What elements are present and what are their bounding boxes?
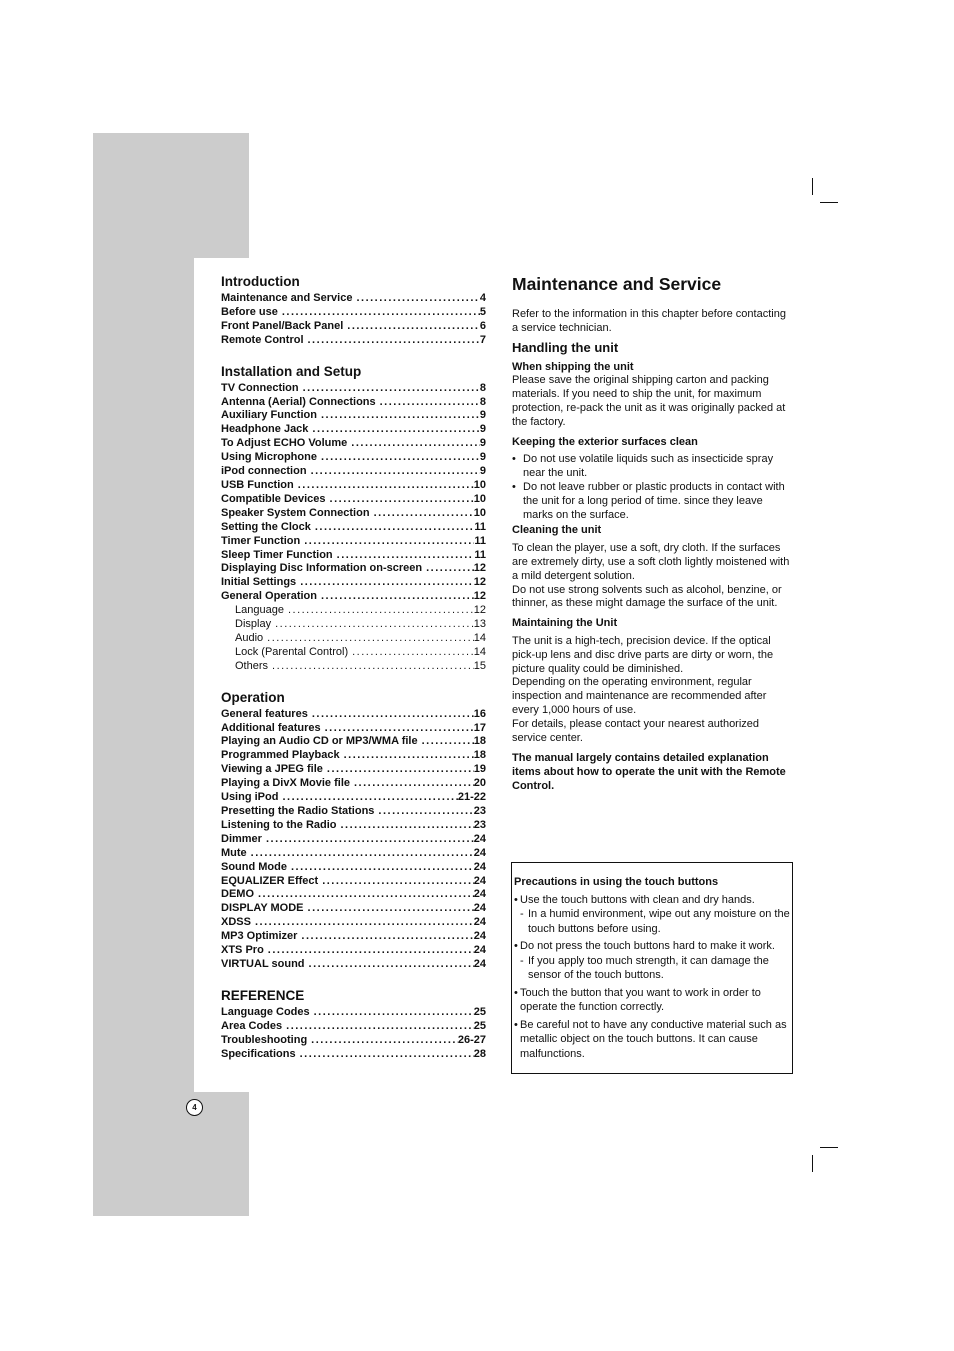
toc-heading: Introduction [221,274,300,289]
toc-section [221,690,486,972]
toc-entry-title: DEMO [221,888,254,901]
toc-entry[interactable] [221,618,486,632]
toc-entry-page: 14 [473,645,486,658]
toc-entry[interactable] [221,958,486,972]
table-of-contents [221,274,486,1078]
toc-entry[interactable] [221,334,486,348]
toc-entry[interactable] [221,708,486,722]
toc-leader-dots [352,292,479,306]
toc-leader-dots [264,944,474,958]
toc-leader-dots [300,535,474,549]
toc-entry-page: 5 [479,305,486,318]
toc-entry-page: 8 [479,395,486,408]
section-title: Maintenance and Service [512,274,722,294]
toc-entry-page: 18 [473,749,486,762]
margin-band-top [93,133,249,258]
toc-entry-page: 24 [473,902,486,915]
toc-entry-page: 21-22 [457,791,486,804]
toc-heading: Operation [221,689,285,705]
toc-entry[interactable] [221,549,486,563]
toc-entry-title: DISPLAY MODE [221,902,304,915]
toc-entry-title: Antenna (Aerial) Connections [221,395,376,408]
toc-entry-title: XDSS [221,916,251,929]
toc-leader-dots [350,777,474,791]
toc-leader-dots [251,916,474,930]
toc-entry-title: Playing a DivX Movie file [221,777,350,790]
precautions-box [511,862,793,1074]
toc-entry-page: 9 [479,437,486,450]
toc-entry-page: 11 [474,548,486,561]
toc-entry-title: To Adjust ECHO Volume [221,437,348,450]
toc-entry[interactable] [221,320,486,334]
toc-entry[interactable] [221,1048,486,1062]
shipping-heading: When shipping the unit [512,360,634,373]
toc-entry-title: Programmed Playback [221,749,340,762]
toc-leader-dots [254,888,474,902]
toc-entry-title: Audio [235,631,264,644]
list-item: • Do not press the touch buttons hard to make it work. [514,940,775,952]
toc-entry-page: 24 [473,930,486,943]
toc-entry[interactable] [221,292,486,306]
toc-entry[interactable] [221,535,486,549]
toc-leader-dots [326,493,474,507]
toc-entry-title: Language [235,604,284,617]
toc-entry-page: 12 [473,590,486,603]
toc-entry-page: 23 [473,805,486,817]
toc-leader-dots [310,1006,474,1020]
toc-entry[interactable] [221,507,486,521]
toc-entry[interactable] [221,1006,486,1020]
toc-heading: Installation and Setup [221,363,362,379]
toc-entry-page: 25 [473,1005,486,1018]
crop-mark-bottom-horizontal [820,1147,838,1148]
toc-entry-title: Dimmer [221,832,262,845]
toc-leader-dots [268,660,474,674]
toc-entry-title: Auxiliary Function [221,409,317,422]
toc-entry-page: 24 [473,832,486,845]
toc-entry-title: Viewing a JPEG file [221,763,323,776]
toc-leader-dots [317,409,480,423]
toc-entry-page: 25 [473,1019,486,1032]
toc-entry[interactable] [221,493,486,507]
toc-section [221,364,486,674]
toc-entry-title: USB Function [221,478,294,491]
toc-leader-dots [348,646,474,660]
toc-leader-dots [311,521,475,535]
toc-leader-dots [321,722,474,736]
list-item: • Do not use volatile liquids such as insecticide spray near the unit. [512,453,774,480]
toc-entry-page: 24 [473,916,486,929]
toc-entry[interactable] [221,382,486,396]
toc-entry[interactable] [221,805,486,819]
toc-entry[interactable] [221,847,486,861]
toc-leader-dots [278,306,480,320]
maintaining-heading: Maintaining the Unit [512,617,618,630]
toc-leader-dots [307,1034,458,1048]
toc-entry[interactable] [221,437,486,451]
toc-entry-page: 24 [473,860,486,873]
toc-entry[interactable] [221,791,486,805]
toc-leader-dots [284,604,474,618]
handling-heading: Handling the unit [512,339,619,355]
page-number: 4 [186,1099,203,1116]
toc-entry-title: VIRTUAL sound [221,957,305,970]
toc-entry-title: Mute [221,846,247,859]
toc-entry-page: 9 [479,451,486,464]
toc-leader-dots [304,334,480,348]
toc-entry[interactable] [221,944,486,958]
toc-entry[interactable] [221,576,486,590]
toc-entry[interactable] [221,451,486,465]
maintaining-text-2: Depending on the operating environment, regular inspection and maintenance are recommended after every 1,000 hours of use. [512,676,767,716]
precautions-title: Precautions in using the touch buttons [514,876,719,888]
toc-entry-title: Specifications [221,1047,296,1060]
toc-entry[interactable] [221,763,486,777]
toc-entry-page: 10 [473,506,486,519]
toc-entry[interactable] [221,590,486,604]
crop-mark-top-vertical [812,178,813,195]
toc-entry-page: 24 [473,874,486,887]
toc-entry-page: 14 [473,631,486,644]
toc-leader-dots [323,763,474,777]
toc-entry-title: MP3 Optimizer [221,930,298,943]
toc-entry-page: 24 [473,944,486,957]
toc-leader-dots [317,590,474,604]
toc-entry[interactable] [221,521,486,535]
toc-leader-dots [305,958,474,972]
toc-leader-dots [296,1048,474,1062]
toc-entry-page: 10 [473,478,486,491]
toc-leader-dots [343,320,480,334]
toc-entry-page: 11 [474,520,486,533]
toc-entry-title: EQUALIZER Effect [221,874,319,887]
toc-leader-dots [308,708,474,722]
toc-leader-dots [294,479,474,493]
cleaning-text-1: To clean the player, use a soft, dry cloth. If the surfaces are extremely dirty, use a soft cloth lightly moistened with a mild detergent solution. [512,542,790,582]
shipping-text: Please save the original shipping carton and packing materials. If you need to ship the unit, for maximum protection, re-pack the unit as it was originally packed at the factory. [512,374,786,428]
toc-entry-page: 26-27 [457,1033,486,1046]
toc-section [221,274,486,348]
toc-leader-dots [317,451,480,465]
toc-entry-title: iPod connection [221,465,307,478]
exterior-heading: Keeping the exterior surfaces clean [512,435,698,448]
toc-heading: REFERENCE [221,987,305,1003]
toc-entry-title: Using Microphone [221,451,317,464]
list-item: • Do not leave rubber or plastic products in contact with the unit for a long period of time. since they leave marks on the surface. [512,480,785,521]
toc-entry-page: 13 [473,618,486,631]
toc-leader-dots [262,833,474,847]
toc-entry-title: Sound Mode [221,860,287,873]
toc-leader-dots [271,618,474,632]
toc-entry[interactable] [221,902,486,916]
toc-entry-page: 12 [473,562,486,575]
cleaning-text-2: Do not use strong solvents such as alcohol, benzine, or thinner, as these might damage the surface of the unit. [512,583,782,610]
toc-leader-dots [297,930,473,944]
toc-leader-dots [304,902,474,916]
toc-leader-dots [308,423,479,437]
toc-entry[interactable] [221,306,486,320]
toc-entry[interactable] [221,479,486,493]
toc-entry-title: Using iPod [221,791,279,804]
maintenance-section [512,270,792,794]
remote-control-note: The manual largely contains detailed explanation items about how to operate the unit with the Remote Control. [512,752,786,792]
toc-entry[interactable] [221,833,486,847]
crop-mark-bottom-vertical [812,1155,813,1172]
toc-section [221,988,486,1062]
toc-entry[interactable] [221,646,486,660]
intro-text: Refer to the information in this chapter before contacting a service technician. [512,308,786,334]
toc-entry-title: Before use [221,305,278,318]
toc-entry-title: Lock (Parental Control) [235,645,349,658]
toc-entry[interactable] [221,777,486,791]
toc-entry[interactable] [221,888,486,902]
toc-leader-dots [278,791,457,805]
toc-entry-page: 6 [479,319,486,332]
toc-leader-dots [299,382,480,396]
toc-entry-page: 12 [473,604,486,617]
toc-leader-dots [263,632,474,646]
toc-entry[interactable] [221,722,486,736]
toc-entry-title: Headphone Jack [221,423,309,436]
list-item: • Touch the button that you want to work in order to operate the function correctly. [514,986,761,1013]
toc-entry-page: 8 [479,381,486,394]
toc-leader-dots [340,749,474,763]
toc-entry-title: Sleep Timer Function [221,548,333,561]
toc-leader-dots [287,861,474,875]
toc-entry-title: Listening to the Radio [221,818,337,831]
toc-entry-page: 24 [473,888,486,901]
toc-entry[interactable] [221,819,486,833]
toc-leader-dots [282,1020,474,1034]
toc-entry-title: General Operation [221,590,317,603]
toc-entry-page: 4 [479,292,486,304]
toc-entry-title: Setting the Clock [221,520,311,533]
toc-entry-page: 18 [473,735,486,748]
toc-entry-page: 9 [479,409,486,422]
toc-leader-dots [307,465,480,479]
toc-entry[interactable] [221,465,486,479]
toc-entry-page: 20 [473,777,486,790]
toc-entry-page: 10 [473,492,486,505]
toc-entry-title: General features [221,707,308,720]
toc-entry-title: Initial Settings [221,576,297,589]
toc-entry-page: 9 [479,465,486,478]
toc-entry-page: 23 [473,818,486,831]
maintaining-text-3: For details, please contact your nearest authorized service center. [512,717,760,744]
toc-entry-page: 16 [473,707,486,720]
crop-mark-top-horizontal [820,202,838,203]
toc-leader-dots [422,562,474,576]
toc-entry-title: Others [235,659,269,672]
toc-leader-dots [374,805,473,819]
toc-entry[interactable] [221,1020,486,1034]
toc-leader-dots [247,847,474,861]
toc-entry[interactable] [221,660,486,674]
toc-entry-title: Speaker System Connection [221,506,370,519]
margin-band-side [93,258,194,1216]
toc-leader-dots [418,735,474,749]
toc-entry[interactable] [221,396,486,410]
toc-entry-page: 24 [473,957,486,970]
list-item: • Use the touch buttons with clean and dry hands. [514,893,755,906]
toc-entry[interactable] [221,735,486,749]
toc-entry[interactable] [221,632,486,646]
toc-entry-page: 17 [473,721,486,734]
toc-entry-title: Troubleshooting [221,1033,308,1046]
toc-leader-dots [370,507,474,521]
toc-entry-title: Front Panel/Back Panel [221,319,344,332]
toc-entry-page: 15 [473,659,486,672]
toc-leader-dots [333,549,475,563]
toc-entry[interactable] [221,604,486,618]
toc-entry-title: Playing an Audio CD or MP3/WMA file [221,735,418,748]
toc-entry-title: Additional features [221,721,321,734]
toc-entry[interactable] [221,916,486,930]
toc-entry-title: TV Connection [221,381,299,394]
toc-entry-title: Display [235,618,272,631]
toc-entry[interactable] [221,930,486,944]
toc-leader-dots [318,875,474,889]
toc-entry-title: Presetting the Radio Stations [221,805,375,817]
toc-entry-title: Displaying Disc Information on-screen [221,562,423,575]
toc-entry-page: 24 [473,846,486,859]
toc-leader-dots [347,437,480,451]
toc-leader-dots [337,819,474,833]
toc-entry[interactable] [221,861,486,875]
cleaning-heading: Cleaning the unit [512,524,602,537]
toc-entry-page: 7 [479,333,486,346]
toc-entry-title: XTS Pro [221,944,264,957]
toc-entry-title: Timer Function [221,534,301,547]
toc-entry[interactable] [221,423,486,437]
toc-entry-title: Language Codes [221,1005,310,1018]
list-sub-item: - If you apply too much strength, it can damage the sensor of the touch buttons. [520,954,769,981]
toc-entry[interactable] [221,1034,486,1048]
toc-leader-dots [296,576,474,590]
toc-entry-page: 9 [479,423,486,436]
toc-entry-title: Remote Control [221,333,304,346]
toc-entry-title: Area Codes [221,1019,283,1032]
list-sub-item: - In a humid environment, wipe out any moisture on the touch buttons before using. [520,908,790,935]
maintaining-text-1: The unit is a high-tech, precision device. If the optical pick-up lens and disc drive parts are dirty or worn, the picture quality could be diminished. [512,634,774,675]
toc-entry-page: 11 [474,534,486,547]
toc-entry-title: Maintenance and Service [221,292,353,304]
toc-leader-dots [376,396,480,410]
toc-entry[interactable] [221,562,486,576]
toc-entry-title: Compatible Devices [221,492,326,505]
toc-entry-page: 28 [473,1047,486,1060]
toc-entry[interactable] [221,875,486,889]
toc-entry[interactable] [221,749,486,763]
toc-entry-page: 12 [473,576,486,589]
list-item: • Be careful not to have any conductive material such as metallic object on the touch buttons. It can cause malfunctions. [514,1018,787,1060]
toc-entry-page: 19 [473,763,486,776]
toc-entry[interactable] [221,409,486,423]
